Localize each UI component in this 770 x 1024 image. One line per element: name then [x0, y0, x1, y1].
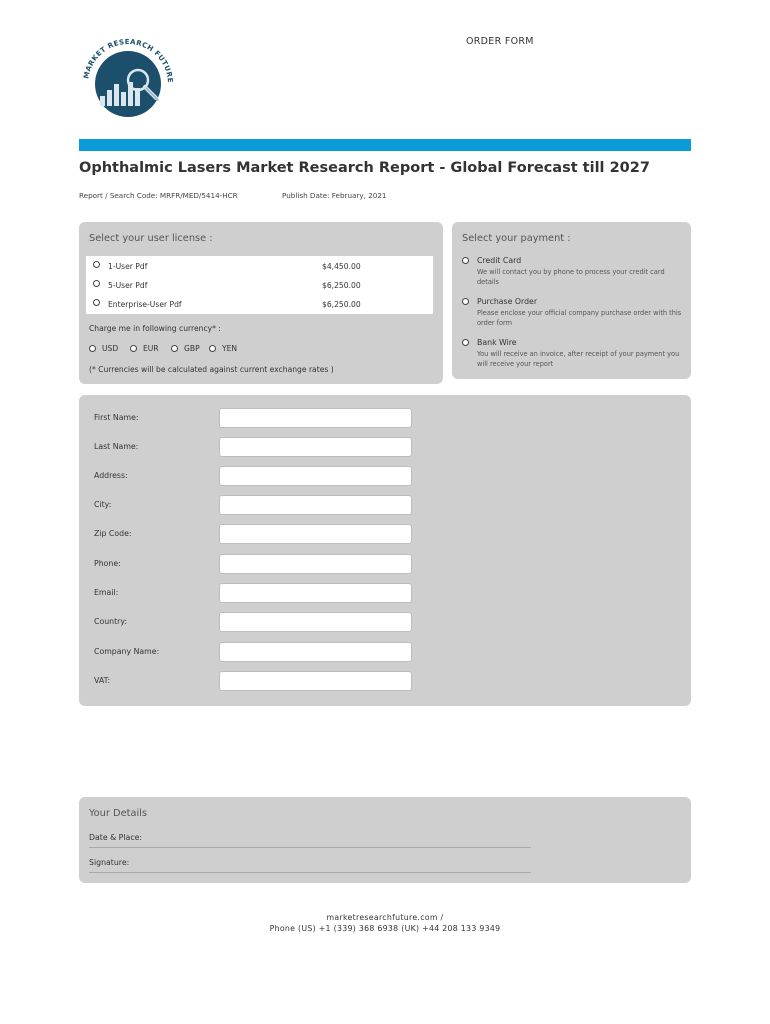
currency-radio[interactable]	[130, 345, 137, 352]
vat-label: VAT:	[94, 676, 111, 685]
currency-note: (* Currencies will be calculated against current exchange rates )	[89, 365, 334, 374]
license-price: $6,250.00	[322, 281, 361, 290]
footer-phone: Phone (US) +1 (339) 368 6938 (UK) +44 208 133 9349	[269, 924, 501, 933]
vat-row	[94, 671, 414, 691]
email-row	[94, 583, 414, 603]
license-heading: Select your user license :	[89, 233, 213, 244]
payment-description: You will receive an invoice, after receipt of your payment you will receive your report	[477, 350, 680, 368]
signature-line[interactable]	[89, 872, 531, 873]
license-radio[interactable]	[93, 280, 100, 287]
vat-field[interactable]	[219, 671, 412, 691]
report-code: Report / Search Code: MRFR/MED/5414-HCR	[79, 191, 238, 200]
payment-description: We will contact you by phone to process your credit card details	[477, 268, 665, 286]
first-name-row	[94, 408, 414, 428]
payment-radio[interactable]	[462, 257, 469, 264]
currency-radio[interactable]	[89, 345, 96, 352]
phone-field[interactable]	[219, 554, 412, 574]
last-name-row	[94, 437, 414, 457]
payment-radio[interactable]	[462, 339, 469, 346]
phone-label: Phone:	[94, 559, 121, 568]
currency-label-yen: YEN	[222, 344, 238, 353]
currency-label-eur: EUR	[143, 344, 159, 353]
footer-website: marketresearchfuture.com /	[326, 913, 444, 922]
payment-title: Purchase Order	[477, 297, 538, 306]
currency-radio[interactable]	[171, 345, 178, 352]
email-field[interactable]	[219, 583, 412, 603]
city-label: City:	[94, 500, 112, 509]
license-price: $6,250.00	[322, 300, 361, 309]
payment-title: Bank Wire	[477, 338, 517, 347]
zip-code-row	[94, 524, 414, 544]
country-row	[94, 612, 414, 632]
company-name-field[interactable]	[219, 642, 412, 662]
currency-option-gbp[interactable]	[171, 344, 200, 353]
payment-heading: Select your payment :	[462, 233, 571, 244]
company-name-label: Company Name:	[94, 647, 160, 656]
report-title: Ophthalmic Lasers Market Research Report - Global Forecast till 2027	[79, 160, 650, 176]
license-option-enterprise[interactable]	[86, 295, 433, 313]
currency-option-eur[interactable]	[130, 344, 159, 353]
address-label: Address:	[94, 471, 128, 480]
signature-label: Signature:	[89, 858, 130, 867]
zip-code-label: Zip Code:	[94, 529, 132, 538]
city-field[interactable]	[219, 495, 412, 515]
currency-radio[interactable]	[209, 345, 216, 352]
company-logo	[80, 34, 176, 128]
payment-title: Credit Card	[477, 256, 522, 265]
last-name-field[interactable]	[219, 437, 412, 457]
license-radio[interactable]	[93, 299, 100, 306]
license-radio[interactable]	[93, 261, 100, 268]
address-field[interactable]	[219, 466, 412, 486]
license-option-1-user[interactable]	[86, 257, 433, 275]
date-place-label: Date & Place:	[89, 833, 143, 842]
payment-description: Please enclose your official company purchase order with this order form	[477, 309, 682, 327]
currency-option-yen[interactable]	[209, 344, 237, 353]
phone-row	[94, 554, 414, 574]
company-name-row	[94, 642, 414, 662]
payment-radio[interactable]	[462, 298, 469, 305]
your-details-heading: Your Details	[89, 808, 147, 819]
date-place-line[interactable]	[89, 847, 531, 848]
accent-bar	[79, 139, 691, 151]
license-label: 1-User Pdf	[108, 262, 148, 271]
last-name-label: Last Name:	[94, 442, 139, 451]
your-details-panel	[79, 797, 691, 883]
license-options	[86, 256, 433, 314]
logo-text: MARKET RESEARCH FUTURE	[82, 37, 175, 84]
currency-label-gbp: GBP	[184, 344, 200, 353]
email-label: Email:	[94, 588, 119, 597]
license-option-5-user[interactable]	[86, 276, 433, 294]
first-name-field[interactable]	[219, 408, 412, 428]
logo-graphic	[80, 34, 176, 128]
country-label: Country:	[94, 617, 128, 626]
order-form-label: ORDER FORM	[466, 36, 534, 47]
address-row	[94, 466, 414, 486]
currency-label-usd: USD	[102, 344, 119, 353]
license-price: $4,450.00	[322, 262, 361, 271]
license-label: 5-User Pdf	[108, 281, 148, 290]
country-field[interactable]	[219, 612, 412, 632]
currency-label: Charge me in following currency* :	[89, 324, 221, 333]
currency-option-usd[interactable]	[89, 344, 118, 353]
license-label: Enterprise-User Pdf	[108, 300, 182, 309]
publish-date: Publish Date: February, 2021	[282, 191, 387, 200]
first-name-label: First Name:	[94, 413, 139, 422]
city-row	[94, 495, 414, 515]
zip-code-field[interactable]	[219, 524, 412, 544]
